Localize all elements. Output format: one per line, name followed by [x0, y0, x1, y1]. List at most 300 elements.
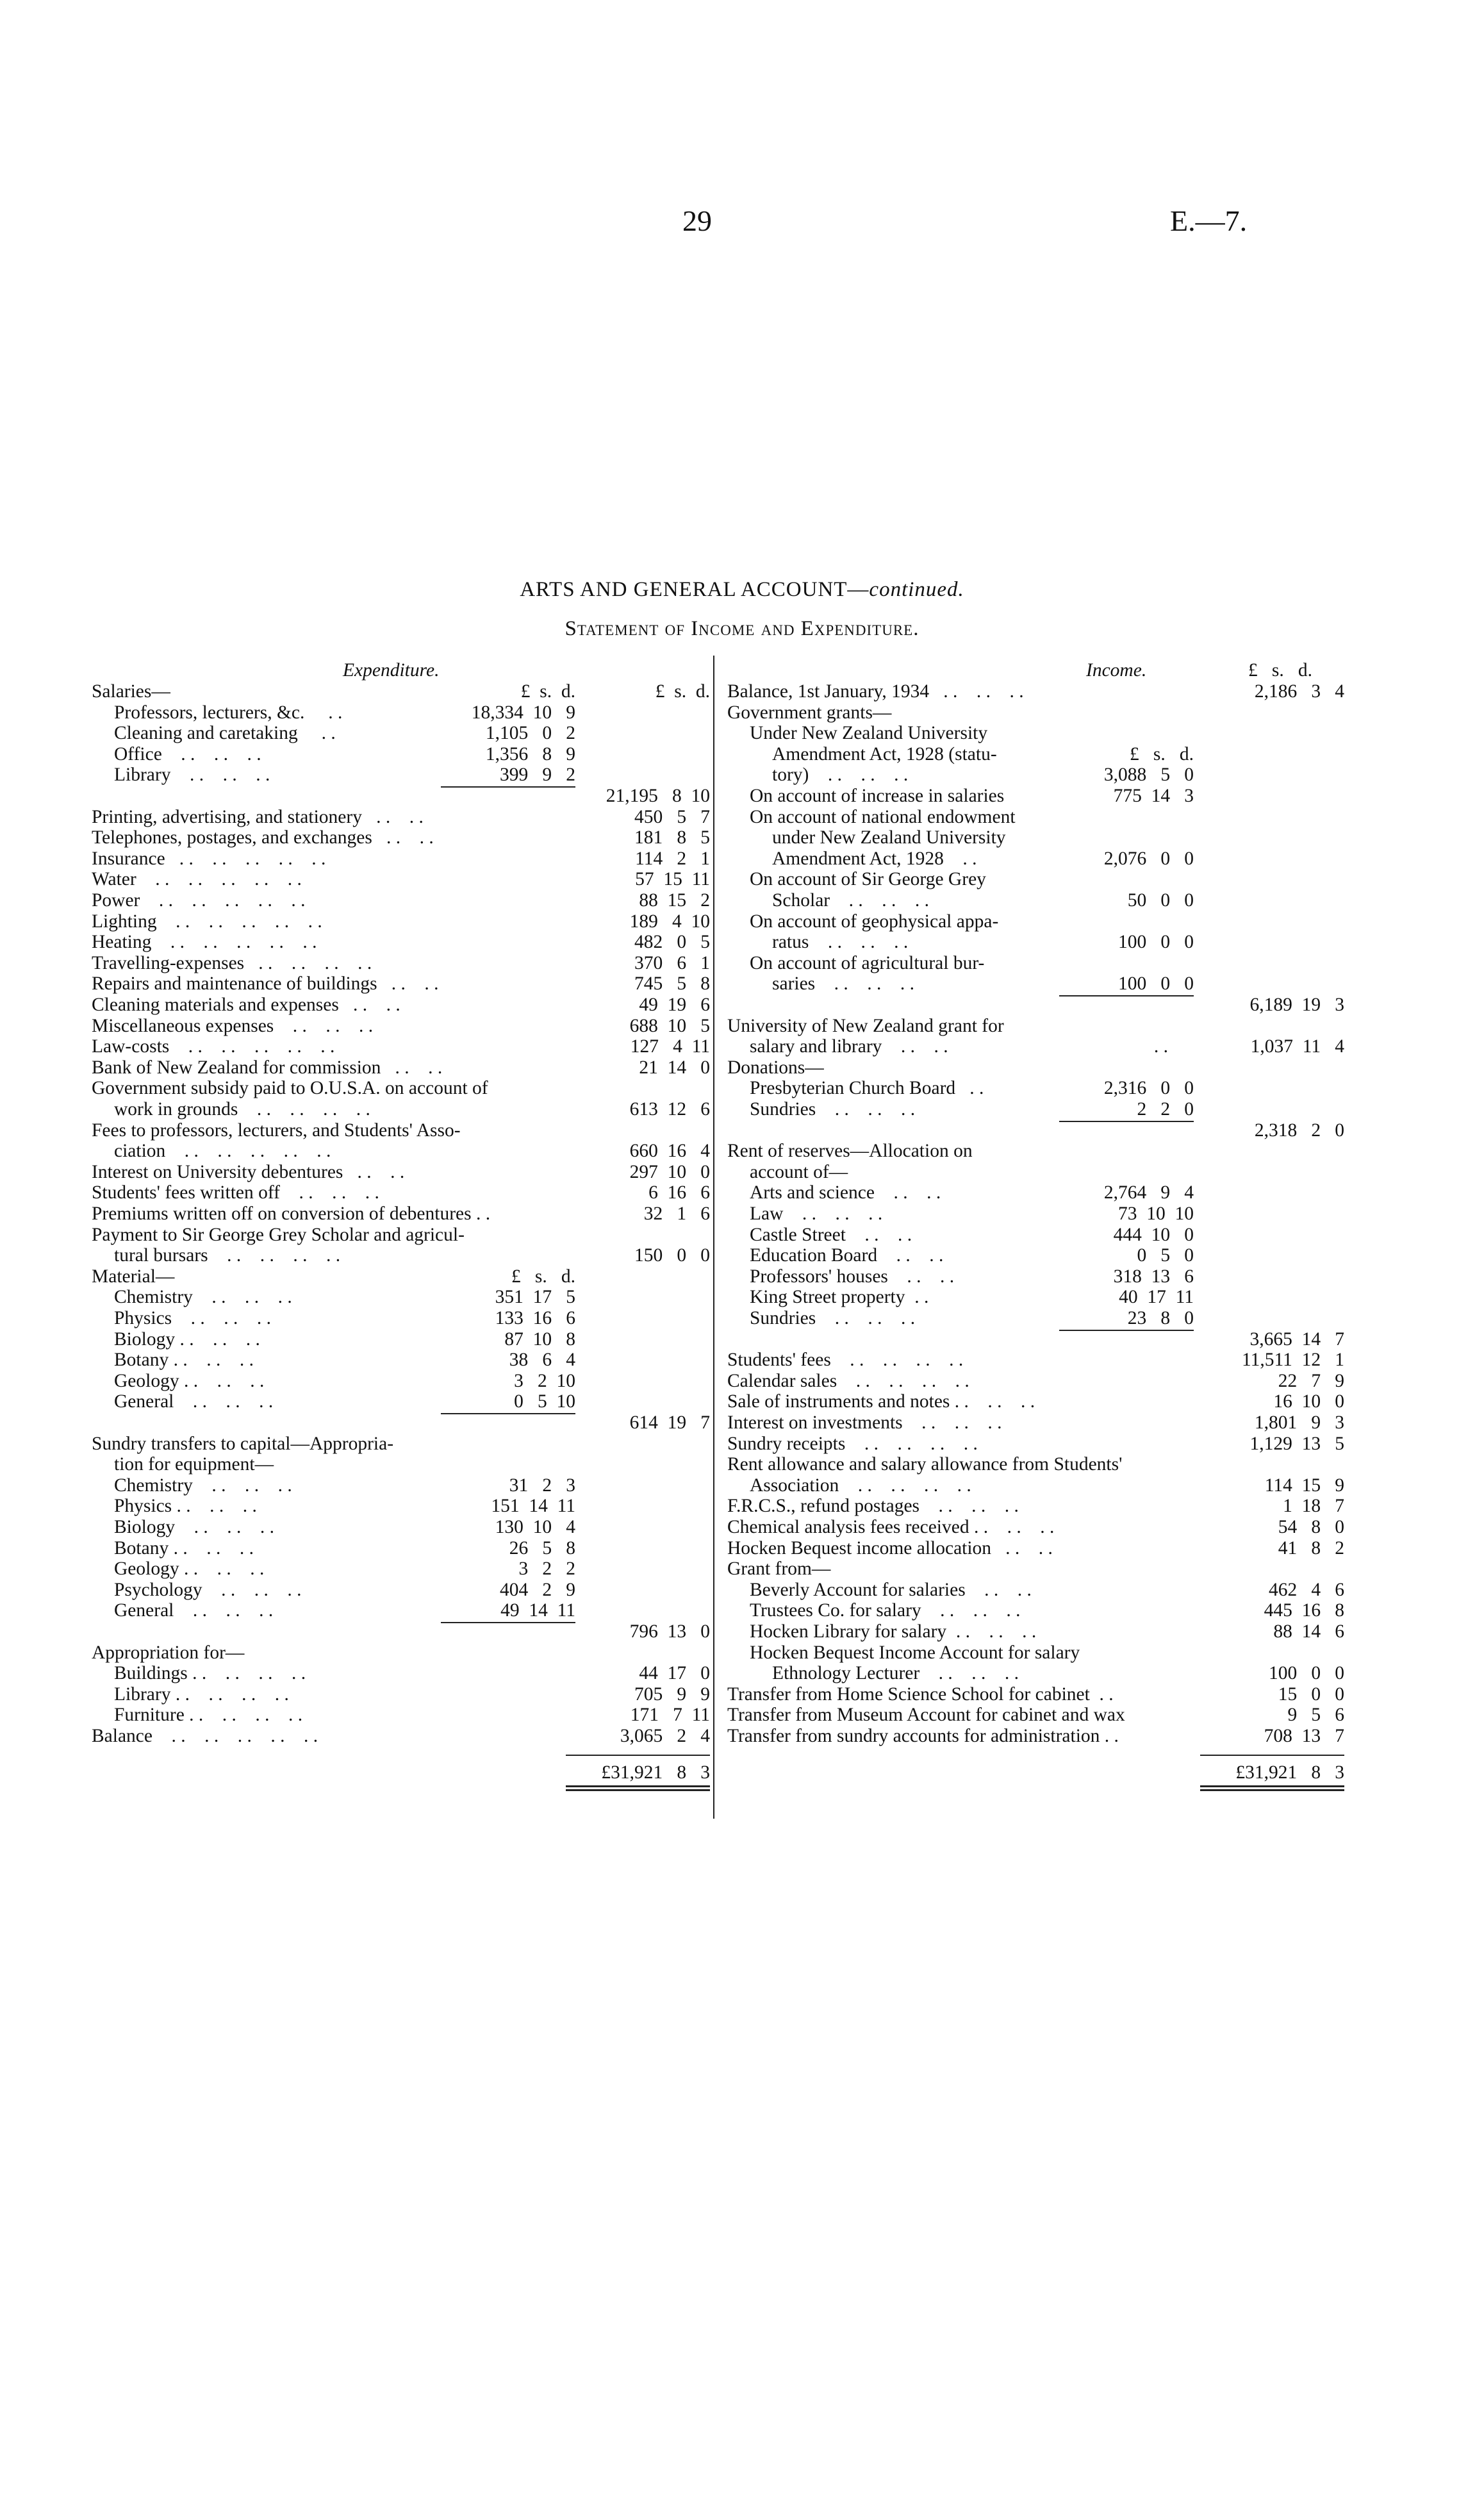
- income-row-label: On account of Sir George Grey: [750, 869, 986, 890]
- expenditure-row-label: Students' fees written off . . . . . .: [92, 1182, 379, 1203]
- income-row-amount: 6,189 19 3: [1249, 995, 1344, 1015]
- expenditure-row: [92, 1621, 710, 1642]
- expenditure-row: [92, 1496, 710, 1516]
- expenditure-row-label: tural bursars . . . . . . . .: [114, 1245, 341, 1266]
- income-row-amount: 445 16 8: [1264, 1600, 1344, 1621]
- expenditure-row: [92, 1287, 710, 1307]
- expenditure-row: [92, 1684, 710, 1705]
- income-row-amount: 16 10 0: [1273, 1391, 1344, 1412]
- income-row: [727, 1600, 1368, 1621]
- expenditure-row-amount: 127 4 11: [630, 1036, 710, 1057]
- income-currency-header: £ s. d.: [1130, 743, 1194, 765]
- expenditure-row-label: Fees to professors, lecturers, and Students' Asso-: [92, 1120, 461, 1141]
- income-row: [727, 1762, 1368, 1783]
- income-row: [727, 1705, 1368, 1725]
- expenditure-row-amount: 57 15 11: [635, 869, 710, 890]
- income-row: [727, 744, 1368, 765]
- income-row-label: Sundries . . . . . .: [750, 1308, 916, 1328]
- income-row: [727, 1621, 1368, 1642]
- expenditure-row-amount: 688 10 5: [629, 1015, 710, 1036]
- income-row-label: account of—: [750, 1161, 848, 1182]
- expenditure-row-subamount: 399 9 2: [500, 765, 575, 786]
- income-row: [727, 848, 1368, 869]
- income-row: [727, 890, 1368, 911]
- income-row-subamount: 2,076 0 0: [1103, 848, 1194, 869]
- expenditure-row: [92, 1057, 710, 1078]
- income-row-label: Transfer from Museum Account for cabinet and wax: [727, 1705, 1125, 1726]
- expenditure-row-label: Office . . . . . .: [114, 743, 261, 765]
- expenditure-row-subamount: 3 2 10: [514, 1370, 575, 1391]
- expenditure-total-rule: [566, 1755, 710, 1756]
- income-row-subamount: 100 0 0: [1118, 973, 1194, 995]
- income-row-label: Transfer from sundry accounts for administration . .: [727, 1726, 1119, 1746]
- expenditure-row-label: Physics . . . . . .: [114, 1308, 272, 1328]
- expenditure-row: [92, 786, 710, 806]
- expenditure-row: [92, 911, 710, 932]
- expenditure-row: [92, 1308, 710, 1328]
- income-row-label: Sundry receipts . . . . . . . .: [727, 1433, 978, 1454]
- income-row-amount: 1,037 11 4: [1250, 1036, 1344, 1057]
- expenditure-row-amount: 297 10 0: [629, 1161, 710, 1182]
- income-row: [727, 827, 1368, 848]
- expenditure-row-label: General . . . . . .: [114, 1391, 274, 1412]
- expenditure-row-subamount: 133 16 6: [495, 1308, 575, 1328]
- income-row-amount: 114 15 9: [1264, 1475, 1344, 1496]
- expenditure-row-subamount: 49 14 11: [500, 1600, 575, 1621]
- expenditure-row: [92, 1099, 710, 1120]
- expenditure-row-amount: 482 0 5: [634, 932, 710, 953]
- expenditure-row-label: Material—: [92, 1266, 175, 1287]
- income-row: [727, 1642, 1368, 1663]
- income-row-label: Education Board . . . .: [750, 1245, 944, 1266]
- expenditure-row-amount: 614 19 7: [629, 1412, 710, 1433]
- income-row: [727, 786, 1368, 806]
- income-row-amount: 708 13 7: [1264, 1726, 1344, 1746]
- income-row-label: Presbyterian Church Board . .: [750, 1078, 984, 1099]
- expenditure-row-label: Telephones, postages, and exchanges . . . .: [92, 827, 434, 848]
- income-row: [727, 1120, 1368, 1141]
- expenditure-row: [92, 1162, 710, 1182]
- income-row-amount: 1 18 7: [1283, 1496, 1344, 1517]
- expenditure-row-label: Power . . . . . . . . . .: [92, 890, 306, 911]
- income-row-subamount: 2,316 0 0: [1103, 1078, 1194, 1099]
- income-row: [727, 1308, 1368, 1328]
- income-total-rule: [1200, 1755, 1344, 1756]
- expenditure-row-label: Law-costs . . . . . . . . . .: [92, 1036, 335, 1057]
- income-row-label: Sundries . . . . . .: [750, 1099, 916, 1120]
- expenditure-row: [92, 1642, 710, 1663]
- income-row: [727, 807, 1368, 827]
- expenditure-row-amount: 796 13 0: [629, 1621, 710, 1642]
- income-row-label: Amendment Act, 1928 (statu-: [772, 743, 997, 765]
- income-row-label: tory) . . . . . .: [772, 765, 909, 786]
- income-row-label: saries . . . . . .: [772, 973, 915, 995]
- expenditure-row-label: Travelling-expenses . . . . . . . .: [92, 952, 372, 973]
- income-row: [727, 1245, 1368, 1266]
- income-row-amount: 15 0 0: [1278, 1683, 1344, 1705]
- income-row-subamount: 2 2 0: [1137, 1099, 1194, 1120]
- expenditure-row: [92, 932, 710, 952]
- income-row-amount: 2,318 2 0: [1254, 1120, 1344, 1141]
- expenditure-row: [92, 1558, 710, 1579]
- expenditure-row-label: Interest on University debentures . . . .: [92, 1161, 405, 1182]
- expenditure-currency-header: £ s. d.: [655, 681, 710, 702]
- income-row-label: Hocken Bequest income allocation . . . .: [727, 1537, 1053, 1558]
- expenditure-row-label: Buildings . . . . . . . .: [114, 1663, 306, 1684]
- income-row: [727, 765, 1368, 785]
- income-row: [727, 1225, 1368, 1245]
- income-row-label: On account of national endowment: [750, 806, 1016, 827]
- income-row: [727, 1391, 1368, 1412]
- expenditure-row: [92, 1329, 710, 1350]
- income-row-amount: 100 0 0: [1269, 1663, 1344, 1684]
- expenditure-row: [92, 890, 710, 911]
- income-row-subamount: 100 0 0: [1118, 932, 1194, 953]
- expenditure-row-amount: 44 17 0: [639, 1663, 710, 1684]
- income-row: [727, 1057, 1368, 1078]
- page-title: [0, 578, 1484, 602]
- expenditure-row: [92, 827, 710, 848]
- expenditure-row-label: Government subsidy paid to O.U.S.A. on account of: [92, 1078, 488, 1099]
- income-row-amount: 9 5 6: [1287, 1705, 1344, 1726]
- expenditure-row-subamount: 18,334 10 9: [471, 702, 575, 723]
- income-row-label: salary and library . . . .: [750, 1036, 948, 1057]
- income-row-subamount: 0 5 0: [1137, 1245, 1194, 1266]
- expenditure-row-amount: 21 14 0: [639, 1057, 710, 1078]
- expenditure-row-amount: £31,921 8 3: [601, 1762, 710, 1783]
- income-row: [727, 973, 1368, 994]
- expenditure-row-label: Chemistry . . . . . .: [114, 1475, 292, 1496]
- income-row-amount: 11,511 12 1: [1241, 1350, 1344, 1371]
- income-row: [727, 1371, 1368, 1391]
- expenditure-row: [92, 723, 710, 743]
- expenditure-row-subamount: 1,356 8 9: [485, 743, 575, 765]
- page-number: 29: [682, 204, 712, 237]
- expenditure-row-label: Bank of New Zealand for commission . . . .: [92, 1057, 443, 1078]
- income-row-label: Donations—: [727, 1057, 824, 1078]
- income-row: [727, 1454, 1368, 1475]
- income-double-rule: [1200, 1785, 1344, 1791]
- income-row-subamount: 23 8 0: [1127, 1308, 1194, 1328]
- income-row-label: Trustees Co. for salary . . . . . .: [750, 1600, 1021, 1621]
- income-heading-totals-currency: £ s. d.: [1248, 660, 1312, 681]
- expenditure-row: [92, 1705, 710, 1725]
- expenditure-row-label: Furniture . . . . . . . .: [114, 1705, 303, 1726]
- income-row-amount: 3,665 14 7: [1249, 1328, 1344, 1350]
- expenditure-row-subamount: 151 14 11: [491, 1496, 575, 1517]
- income-row: [727, 869, 1368, 889]
- expenditure-row-amount: 745 5 8: [634, 973, 710, 995]
- income-row: [727, 1141, 1368, 1161]
- expenditure-row-label: tion for equipment—: [114, 1454, 274, 1475]
- expenditure-row: [92, 1434, 710, 1454]
- income-row-label: Arts and science . . . .: [750, 1182, 941, 1203]
- expenditure-row-subamount: 87 10 8: [504, 1328, 575, 1350]
- income-row-amount: 22 7 9: [1278, 1370, 1344, 1391]
- expenditure-row-label: Library . . . . . .: [114, 765, 270, 786]
- income-row-label: Chemical analysis fees received . . . . . .: [727, 1517, 1055, 1537]
- expenditure-double-rule: [566, 1785, 710, 1791]
- expenditure-row-label: Biology . . . . . .: [114, 1328, 260, 1350]
- expenditure-row-label: Sundry transfers to capital—Appropria-: [92, 1433, 394, 1454]
- expenditure-row: [92, 1078, 710, 1098]
- income-row-amount: 54 8 0: [1278, 1517, 1344, 1537]
- income-row-label: Professors' houses . . . .: [750, 1266, 955, 1287]
- income-row-label: under New Zealand University: [772, 827, 1006, 848]
- expenditure-row: [92, 1371, 710, 1391]
- expenditure-row-label: Payment to Sir George Grey Scholar and agricul-: [92, 1224, 465, 1245]
- expenditure-row-subamount: 26 5 8: [509, 1537, 575, 1558]
- income-row-label: Under New Zealand University: [750, 723, 988, 744]
- expenditure-row-subamount: 0 5 10: [514, 1391, 575, 1412]
- expenditure-row-label: Lighting . . . . . . . . . .: [92, 911, 322, 932]
- income-row-label: Law . . . . . .: [750, 1203, 883, 1224]
- income-row-amount: £31,921 8 3: [1235, 1762, 1344, 1783]
- expenditure-row-label: Geology . . . . . .: [114, 1558, 265, 1580]
- income-row-dots: . .: [1153, 1036, 1168, 1057]
- income-row-label: Association . . . . . . . .: [750, 1475, 971, 1496]
- expenditure-row-amount: 705 9 9: [634, 1683, 710, 1705]
- income-row-label: Hocken Library for salary . . . . . .: [750, 1621, 1037, 1642]
- expenditure-row-label: ciation . . . . . . . . . .: [114, 1141, 331, 1162]
- income-row: [727, 1203, 1368, 1224]
- income-row: [727, 1558, 1368, 1579]
- expenditure-row-amount: 181 8 5: [634, 827, 710, 848]
- income-row: [727, 1266, 1368, 1287]
- income-row: [727, 1663, 1368, 1683]
- expenditure-row-label: Balance . . . . . . . . . .: [92, 1726, 318, 1746]
- expenditure-row: [92, 765, 710, 785]
- column-divider: [713, 656, 714, 1819]
- expenditure-row-label: Library . . . . . . . .: [114, 1683, 289, 1705]
- income-row: [727, 1329, 1368, 1350]
- income-row-subamount: 775 14 3: [1113, 786, 1194, 806]
- expenditure-row: [92, 953, 710, 973]
- income-row: [727, 1099, 1368, 1120]
- expenditure-row-amount: 189 4 10: [629, 911, 710, 932]
- income-row-label: F.R.C.S., refund postages . . . . . .: [727, 1496, 1019, 1517]
- income-row: [727, 1726, 1368, 1746]
- income-row-label: Scholar . . . . . .: [772, 890, 929, 911]
- expenditure-row-label: Biology . . . . . .: [114, 1517, 274, 1537]
- income-row: [727, 1036, 1368, 1057]
- expenditure-row-amount: 49 19 6: [639, 995, 710, 1015]
- income-row: [727, 1496, 1368, 1516]
- expenditure-row: [92, 1141, 710, 1161]
- expenditure-row: [92, 702, 710, 723]
- expenditure-row-label: work in grounds . . . . . . . .: [114, 1099, 370, 1120]
- expenditure-row: [92, 807, 710, 827]
- income-row: [727, 702, 1368, 723]
- income-row: [727, 953, 1368, 973]
- expenditure-row: [92, 1350, 710, 1370]
- income-row-amount: 41 8 2: [1278, 1537, 1344, 1558]
- expenditure-row-label: Cleaning and caretaking . .: [114, 723, 336, 744]
- expenditure-row: [92, 1266, 710, 1287]
- expenditure-row: [92, 1203, 710, 1224]
- expenditure-row: [92, 848, 710, 869]
- income-row-label: Transfer from Home Science School for cabinet . .: [727, 1683, 1114, 1705]
- income-row: [727, 1412, 1368, 1433]
- expenditure-row-amount: 32 1 6: [643, 1203, 710, 1224]
- expenditure-row-label: Heating . . . . . . . . . .: [92, 932, 317, 953]
- expenditure-row-label: Professors, lecturers, &c. . .: [114, 702, 343, 723]
- expenditure-row-subamount: 351 17 5: [495, 1287, 575, 1308]
- expenditure-row-label: Premiums written off on conversion of debentures . .: [92, 1203, 491, 1224]
- income-row-label: Castle Street . . . .: [750, 1224, 912, 1245]
- expenditure-row: [92, 1663, 710, 1683]
- expenditure-row-subamount: 31 2 3: [509, 1475, 575, 1496]
- expenditure-row-amount: 3,065 2 4: [620, 1726, 710, 1746]
- expenditure-row: [92, 995, 710, 1015]
- expenditure-row-amount: 450 5 7: [634, 806, 710, 827]
- income-row: [727, 681, 1368, 702]
- income-row-label: Balance, 1st January, 1934 . . . . . .: [727, 681, 1024, 702]
- expenditure-row: [92, 1412, 710, 1433]
- expenditure-row-amount: 114 2 1: [635, 848, 710, 869]
- expenditure-row-subamount: 404 2 9: [500, 1579, 575, 1600]
- income-row: [727, 1580, 1368, 1600]
- income-row-subamount: 50 0 0: [1127, 890, 1194, 911]
- income-heading: Income.: [1086, 660, 1147, 681]
- expenditure-row-amount: 613 12 6: [629, 1099, 710, 1120]
- expenditure-row: [92, 1036, 710, 1057]
- income-row: [727, 932, 1368, 952]
- expenditure-row-subamount: 38 6 4: [509, 1350, 575, 1371]
- income-row-amount: 88 14 6: [1273, 1621, 1344, 1642]
- income-row: [727, 995, 1368, 1015]
- expenditure-row-label: General . . . . . .: [114, 1600, 274, 1621]
- expenditure-row-subamount: 3 2 2: [518, 1558, 575, 1580]
- expenditure-row: [92, 681, 710, 702]
- expenditure-row: [92, 1762, 710, 1783]
- expenditure-row: [92, 1454, 710, 1475]
- expenditure-row-label: Cleaning materials and expenses . . . .: [92, 995, 400, 1015]
- expenditure-row: [92, 744, 710, 765]
- income-row-label: Government grants—: [727, 702, 892, 723]
- income-row-amount: 462 4 6: [1269, 1579, 1344, 1600]
- income-row-label: ratus . . . . . .: [772, 932, 909, 953]
- expenditure-row: [92, 1600, 710, 1621]
- expenditure-row-label: Printing, advertising, and stationery . . . .: [92, 806, 424, 827]
- expenditure-row: [92, 1225, 710, 1245]
- title-text: ARTS AND GENERAL ACCOUNT—: [520, 578, 870, 601]
- expenditure-row-label: Water . . . . . . . . . .: [92, 869, 302, 890]
- income-row-label: Interest on investments . . . . . .: [727, 1412, 1002, 1433]
- income-row-amount: 1,129 13 5: [1249, 1433, 1344, 1454]
- expenditure-row-label: Geology . . . . . .: [114, 1370, 265, 1391]
- expenditure-row-label: Botany . . . . . .: [114, 1350, 254, 1371]
- income-row: [727, 1016, 1368, 1036]
- page-subtitle: Statement of Income and Expenditure.: [565, 617, 919, 640]
- expenditure-row-subamount: 130 10 4: [495, 1517, 575, 1537]
- income-row: [727, 1684, 1368, 1705]
- income-row-subamount: 73 10 10: [1118, 1203, 1194, 1224]
- income-row: [727, 911, 1368, 932]
- income-row-label: Rent of reserves—Allocation on: [727, 1141, 973, 1162]
- income-row-label: Grant from—: [727, 1558, 831, 1580]
- expenditure-row-label: Repairs and maintenance of buildings . . . .: [92, 973, 439, 995]
- expenditure-row-label: Chemistry . . . . . .: [114, 1287, 292, 1308]
- expenditure-row-amount: 171 7 11: [630, 1705, 710, 1726]
- income-row-label: On account of geophysical appa-: [750, 911, 999, 932]
- expenditure-row: [92, 1016, 710, 1036]
- expenditure-row: [92, 869, 710, 889]
- expenditure-row: [92, 973, 710, 994]
- income-row-label: Amendment Act, 1928 . .: [772, 848, 977, 869]
- income-row-label: Calendar sales . . . . . . . .: [727, 1370, 969, 1391]
- income-row: [727, 1182, 1368, 1203]
- income-row-subamount: 40 17 11: [1119, 1287, 1194, 1308]
- expenditure-row-amount: 88 15 2: [639, 890, 710, 911]
- expenditure-row-label: Insurance . . . . . . . . . .: [92, 848, 326, 869]
- income-row-label: Students' fees . . . . . . . .: [727, 1350, 964, 1371]
- expenditure-row-label: Miscellaneous expenses . . . . . .: [92, 1015, 374, 1036]
- income-row: [727, 1434, 1368, 1454]
- income-row-label: On account of increase in salaries: [750, 786, 1005, 806]
- expenditure-row-label: Botany . . . . . .: [114, 1537, 254, 1558]
- income-row-label: On account of agricultural bur-: [750, 952, 985, 973]
- expenditure-row-amount: 660 16 4: [629, 1141, 710, 1162]
- income-row: [727, 723, 1368, 743]
- expenditure-row: [92, 1726, 710, 1746]
- income-row-subamount: 3,088 5 0: [1103, 765, 1194, 786]
- income-row-label: Ethnology Lecturer . . . . . .: [772, 1663, 1019, 1684]
- expenditure-heading: Expenditure.: [343, 660, 440, 681]
- expenditure-currency-header: £ s. d.: [511, 1266, 575, 1287]
- expenditure-row: [92, 1120, 710, 1141]
- income-row-subamount: 318 13 6: [1113, 1266, 1194, 1287]
- income-row: [727, 1538, 1368, 1558]
- income-row-label: Hocken Bequest Income Account for salary: [750, 1642, 1080, 1663]
- income-row-label: Beverly Account for salaries . . . .: [750, 1579, 1032, 1600]
- title-continued: continued.: [869, 578, 964, 601]
- income-row: [727, 1162, 1368, 1182]
- income-row: [727, 1517, 1368, 1537]
- income-row-amount: 2,186 3 4: [1254, 681, 1344, 702]
- expenditure-row-label: Psychology . . . . . .: [114, 1579, 302, 1600]
- page-reference: E.—7.: [1170, 204, 1248, 237]
- income-row-amount: 1,801 9 3: [1254, 1412, 1344, 1433]
- income-row: [727, 1078, 1368, 1098]
- income-row-label: University of New Zealand grant for: [727, 1015, 1004, 1036]
- expenditure-row: [92, 1538, 710, 1558]
- expenditure-row: [92, 1475, 710, 1496]
- income-row: [727, 1350, 1368, 1370]
- income-row-label: King Street property . .: [750, 1287, 929, 1308]
- income-row: [727, 1287, 1368, 1307]
- expenditure-row: [92, 1391, 710, 1412]
- expenditure-row-label: Physics . . . . . .: [114, 1496, 257, 1517]
- expenditure-currency-header: £ s. d.: [520, 681, 575, 702]
- expenditure-row-amount: 370 6 1: [634, 952, 710, 973]
- expenditure-row-label: Appropriation for—: [92, 1642, 245, 1663]
- expenditure-row: [92, 1517, 710, 1537]
- income-row-label: Sale of instruments and notes . . . . . .: [727, 1391, 1035, 1412]
- expenditure-row-amount: 21,195 8 10: [606, 786, 710, 806]
- income-row-label: Rent allowance and salary allowance from Students': [727, 1454, 1123, 1475]
- expenditure-row-subamount: 1,105 0 2: [485, 723, 575, 744]
- income-row-subamount: 444 10 0: [1113, 1224, 1194, 1245]
- expenditure-row: [92, 1580, 710, 1600]
- expenditure-row-amount: 6 16 6: [648, 1182, 710, 1203]
- expenditure-row-amount: 150 0 0: [634, 1245, 710, 1266]
- income-row-subamount: 2,764 9 4: [1103, 1182, 1194, 1203]
- expenditure-row: [92, 1182, 710, 1203]
- income-row: [727, 1475, 1368, 1496]
- expenditure-row: [92, 1245, 710, 1266]
- expenditure-row-label: Salaries—: [92, 681, 170, 702]
